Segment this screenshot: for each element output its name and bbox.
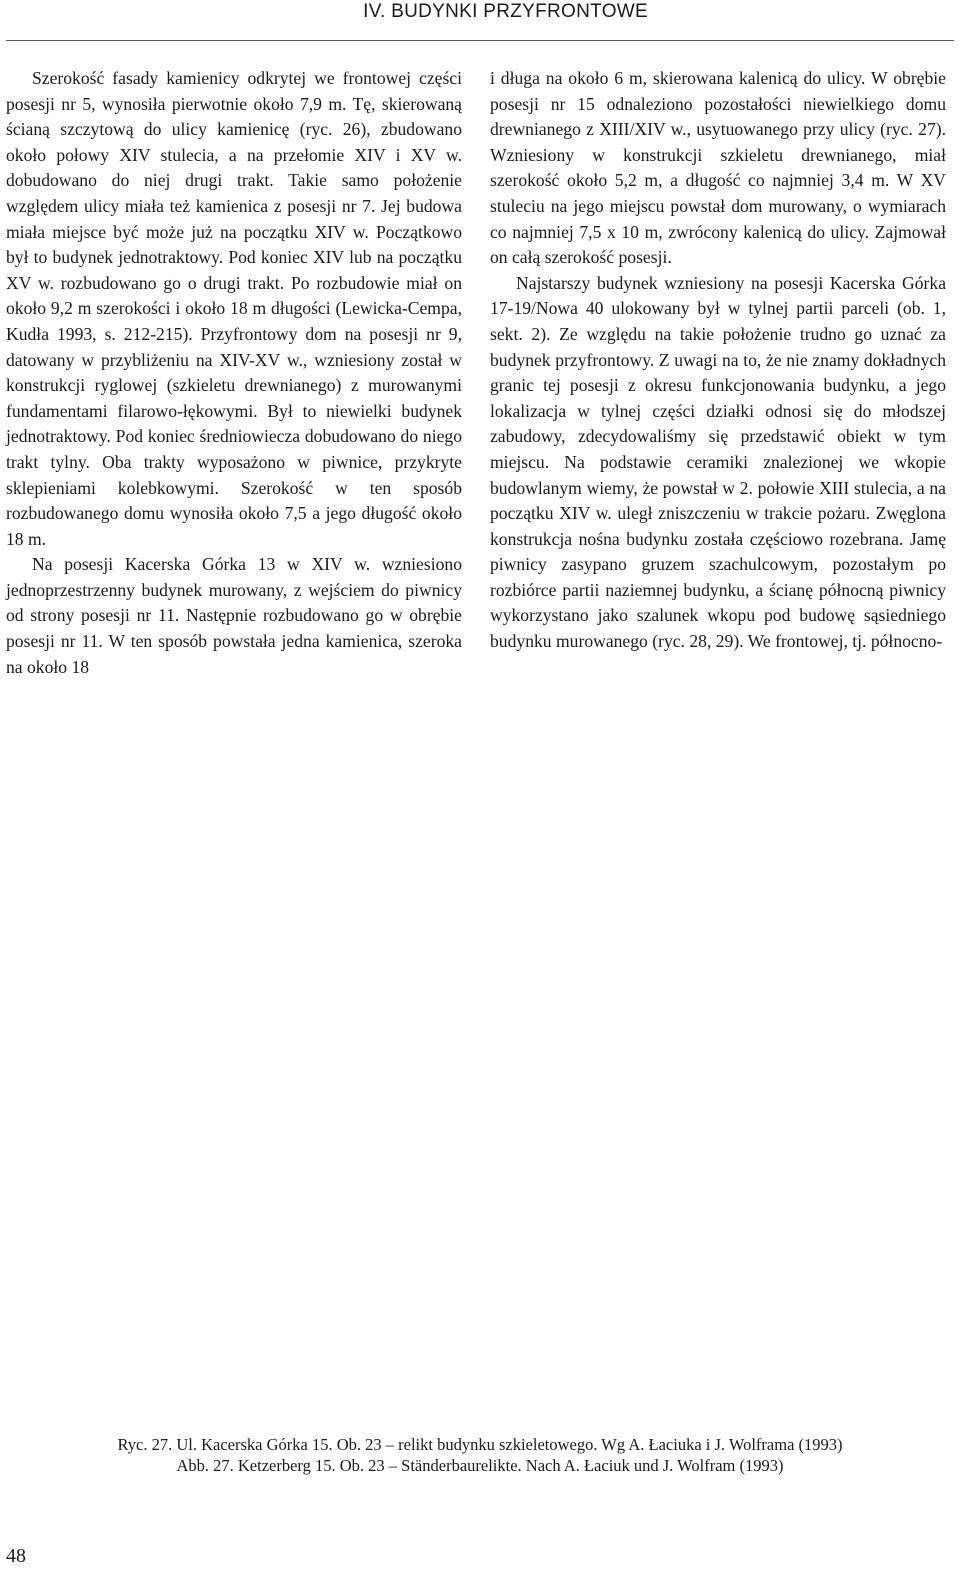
right-paragraph-1: i długa na około 6 m, skierowana kalenicą do ulicy. W obrębie posesji nr 15 odnaleziono pozostałości niewielkiego domu drewnianego z XIII/XIV w., usytuowanego przy ulicy (ryc. 27). Wzniesiony w konstrukcji szkieletu drewnianego, miał szerokość około 5,2 m, a długość co najmniej 3,4 m. W XV stuleciu na jego miejscu powstał dom murowany, o wymiarach co najmniej 7,5 x 10 m, zwrócony kalenicą do ulicy. Zajmował on całą szerokość posesji. [490,68,946,268]
right-paragraph-2: Najstarszy budynek wzniesiony na posesji Kacerska Górka 17-19/Nowa 40 ulokowany był w tylnej partii parceli (ob. 1, sekt. 2). Ze względu na takie położenie trudno go uznać za budynek przyfrontowy. Z uwagi na to, że nie znamy dokładnych granic tej posesji z okresu funkcjonowania budynku, a jego lokalizacja w tylnej części działki odnosi się do młodszej zabudowy, zdecydowaliśmy się przedstawić obiekt w tym miejscu. Na podstawie ceramiki znalezionej we wkopie budowlanym wiemy, że powstał w 2. połowie XIII stulecia, a na początku XIV w. uległ zniszczeniu w trakcie pożaru. Zwęglona konstrukcja nośna budynku została częściowo rozebrana. Jamę piwnicy zasypano gruzem szachulcowym, pozostałym po rozbiórce partii naziemnej budynku, a ścianę północną piwnicy wykorzystano jako szalunek wkopu pod budowę sąsiedniego budynku murowanego (ryc. 28, 29). We frontowej, tj. północno- [490,272,946,652]
figure-placeholder [6,780,954,1420]
left-paragraph-1: Szerokość fasady kamienicy odkrytej we frontowej części posesji nr 5, wynosiła pierwotnie około 7,9 m. Tę, skierowaną ścianą szczytową do ulicy kamienicę (ryc. 26), zbudowano około połowy XIV stulecia, a na przełomie XIV i XV w. dobudowano do niej drugi trakt. Takie samo położenie względem ulicy miała też kamienica z posesji nr 7. Jej budowa miała miejsce być może już na początku XIV w. Początkowo był to budynek jednotraktowy. Pod koniec XIV lub na początku XV w. rozbudowano go o drugi trakt. Po rozbudowie miał on około 9,2 m szerokości i około 18 m długości (Lewicka-Cempa, Kudła 1993, s. 212-215). Przyfrontowy dom na posesji nr 9, datowany w przybliżeniu na XIV-XV w., wzniesiony został w konstrukcji ryglowej (szkieletu drewnianego) z murowanymi fundamentami filarowo-łękowymi. Był to niewielki budynek jednotraktowy. Pod koniec średniowiecza dobudowano do niego trakt tylny. Oba trakty wyposażono w piwnice, przykryte sklepieniami kolebkowymi. Szerokość w ten sposób rozbudowanego domu wynosiła około 7,5 a jego długość około 18 m. [6,68,462,549]
caption-german: Abb. 27. Ketzerberg 15. Ob. 23 – Ständerbaurelikte. Nach A. Łaciuk und J. Wolfram (1993) [176,1456,784,1475]
header-rule [6,40,954,41]
caption-polish: Ryc. 27. Ul. Kacerska Górka 15. Ob. 23 – relikt budynku szkieletowego. Wg A. Łaciuka i J. Wolframa (1993) [117,1435,843,1454]
left-text-column [6,66,462,680]
right-text-column [490,66,946,655]
page-number: 48 [6,1545,26,1567]
figure-captions [0,1434,960,1476]
left-paragraph-2: Na posesji Kacerska Górka 13 w XIV w. wzniesiono jednoprzestrzenny budynek murowany, z wejściem do piwnicy od strony posesji nr 11. Następnie rozbudowano go w obrębie posesji nr 11. W ten sposób powstała jedna kamienica, szeroka na około 18 [6,554,462,677]
running-head: IV. BUDYNKI PRZYFRONTOWE [363,1,648,22]
